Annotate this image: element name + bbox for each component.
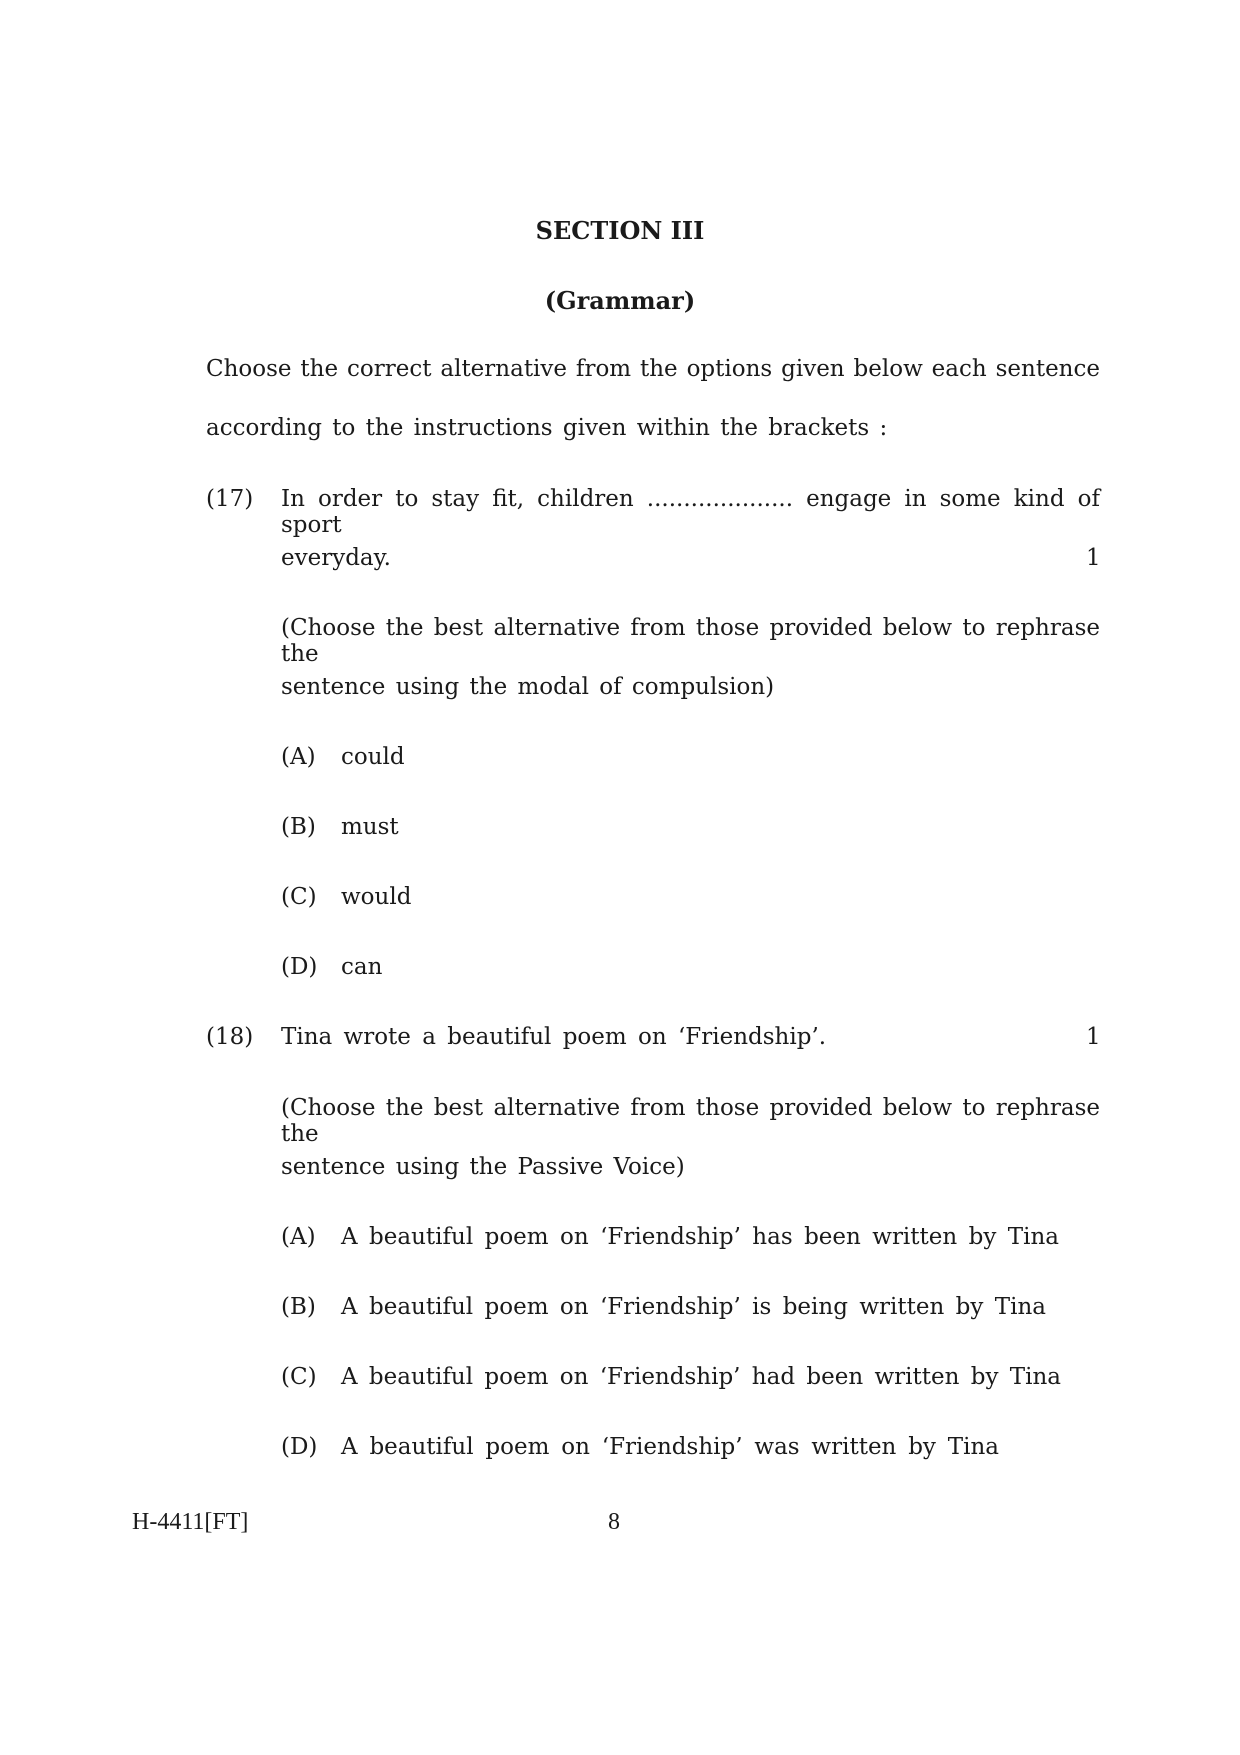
question-18-option-c-text: A beautiful poem on ‘Friendship’ had been written by Tina [341,1364,1061,1390]
question-17-option-d-text: can [341,954,383,980]
question-17-note-line-1: (Choose the best alternative from those provided below to rephrase the [281,615,1100,667]
footer-paper-code: H-4411[FT] [132,1509,249,1535]
section-subtitle: (Grammar) [544,286,696,315]
question-17-option-b-text: must [341,814,399,840]
question-17-marks: 1 [1086,545,1101,571]
question-18-note-line-1: (Choose the best alternative from those provided below to rephrase the [281,1095,1100,1147]
question-18-marks: 1 [1086,1024,1101,1050]
question-18-option-d-label: (D) [281,1434,318,1460]
section-title: SECTION III [535,216,705,245]
question-17-number: (17) [206,486,254,512]
question-17-note-line-2: sentence using the modal of compulsion) [281,674,775,700]
question-17-option-a-label: (A) [281,744,316,770]
question-17-line-1: In order to stay fit, children .................... engage in some kind of sport [281,486,1100,538]
instructions-line-1: Choose the correct alternative from the options given below each sentence [206,356,1100,382]
question-18-option-a-text: A beautiful poem on ‘Friendship’ has been written by Tina [341,1224,1059,1250]
question-17-option-c-label: (C) [281,884,317,910]
question-17-option-a-text: could [341,744,405,770]
question-18-option-a-label: (A) [281,1224,316,1250]
question-18-option-b-text: A beautiful poem on ‘Friendship’ is being written by Tina [341,1294,1046,1320]
question-18-line-1: Tina wrote a beautiful poem on ‘Friendship’. [281,1024,827,1050]
footer-page-number: 8 [608,1509,620,1535]
question-18-option-b-label: (B) [281,1294,316,1320]
question-17-line-2: everyday. [281,545,391,571]
question-18-number: (18) [206,1024,254,1050]
question-17-option-c-text: would [341,884,412,910]
question-18-note-line-2: sentence using the Passive Voice) [281,1154,685,1180]
instructions-line-2: according to the instructions given within the brackets : [206,415,888,441]
question-18-option-d-text: A beautiful poem on ‘Friendship’ was written by Tina [341,1434,999,1460]
question-17-option-b-label: (B) [281,814,316,840]
question-18-option-c-label: (C) [281,1364,317,1390]
question-17-option-d-label: (D) [281,954,318,980]
